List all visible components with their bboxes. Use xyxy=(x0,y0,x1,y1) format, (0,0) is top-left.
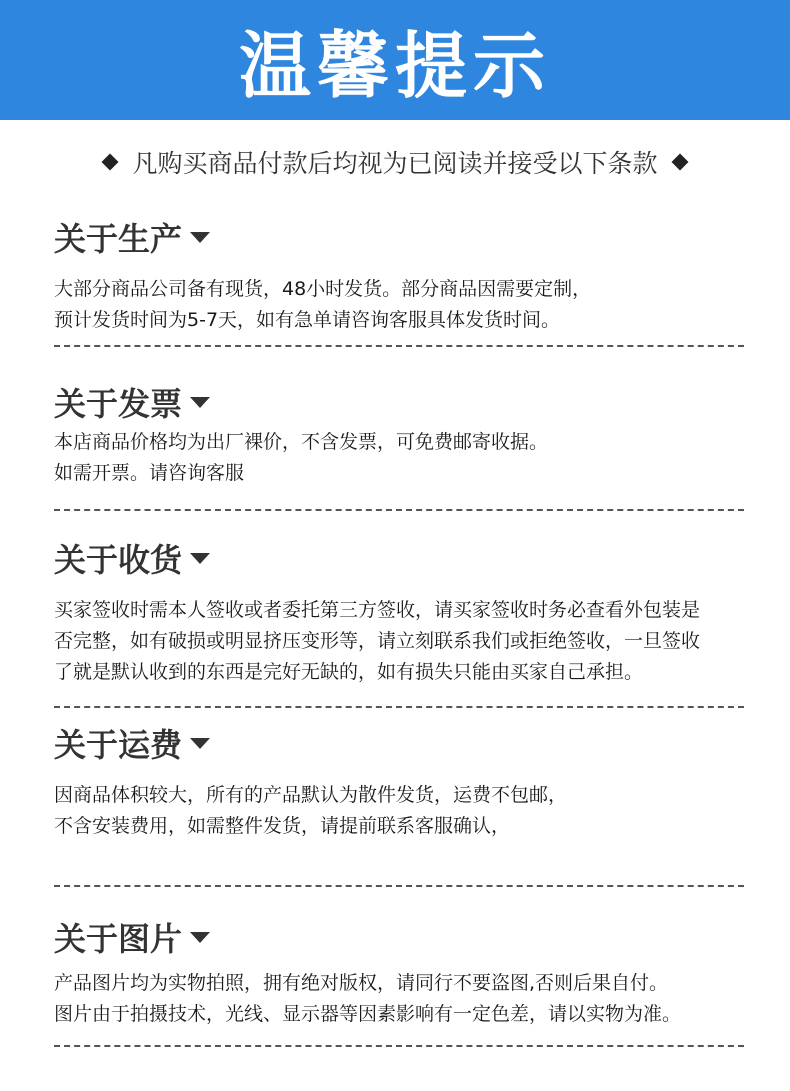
section-production xyxy=(54,212,754,336)
section-title xyxy=(54,912,754,962)
body-line: 不含安装费用，如需整件发货，请提前联系客服确认， xyxy=(54,815,511,837)
notice-text: 凡购买商品付款后均视为已阅读并接受以下条款 xyxy=(132,149,658,178)
header-banner xyxy=(0,0,790,120)
body-line: 大部分商品公司备有现货，48小时发货。部分商品因需要定制， xyxy=(54,278,592,300)
caret-down-icon xyxy=(190,232,210,243)
section-title xyxy=(54,212,754,262)
page-title: 温馨提示 xyxy=(238,24,551,108)
dashed-divider xyxy=(54,509,744,511)
body-line: 本店商品价格均为出厂裸价，不含发票，可免费邮寄收据。 xyxy=(54,431,549,453)
body-line: 产品图片均为实物拍照，拥有绝对版权，请同行不要盗图,否则后果自付。 xyxy=(54,972,669,994)
section-body xyxy=(54,595,754,688)
dashed-divider xyxy=(54,345,744,347)
body-line: 预计发货时间为5-7天，如有急单请咨询客服具体发货时间。 xyxy=(54,309,561,331)
section-title-text: 关于运费 xyxy=(54,726,183,764)
section-title xyxy=(54,377,754,427)
section-body xyxy=(54,780,754,842)
section-receiving xyxy=(54,533,754,688)
diamond-icon xyxy=(102,154,119,171)
body-line: 了就是默认收到的东西是完好无缺的，如有损失只能由买家自己承担。 xyxy=(54,661,644,683)
terms-notice xyxy=(0,140,790,184)
section-title-text: 关于发票 xyxy=(54,385,183,423)
body-line: 否完整，如有破损或明显挤压变形等，请立刻联系我们或拒绝签收，一旦签收 xyxy=(54,630,701,652)
section-shipping xyxy=(54,718,754,842)
dashed-divider xyxy=(54,885,744,887)
section-body xyxy=(54,427,754,489)
dashed-divider xyxy=(54,706,744,708)
caret-down-icon xyxy=(190,553,210,564)
section-title xyxy=(54,718,754,768)
section-images xyxy=(54,912,754,1030)
body-line: 买家签收时需本人签收或者委托第三方签收，请买家签收时务必查看外包装是 xyxy=(54,599,701,621)
section-title-text: 关于图片 xyxy=(54,920,183,958)
diamond-icon xyxy=(671,154,688,171)
section-title xyxy=(54,533,754,583)
section-invoice xyxy=(54,377,754,489)
section-title-text: 关于生产 xyxy=(54,220,183,258)
caret-down-icon xyxy=(190,932,210,943)
body-line: 如需开票。请咨询客服 xyxy=(54,462,245,484)
body-line: 因商品体积较大，所有的产品默认为散件发货，运费不包邮， xyxy=(54,784,568,806)
section-body xyxy=(54,968,754,1030)
caret-down-icon xyxy=(190,738,210,749)
section-title-text: 关于收货 xyxy=(54,541,183,579)
body-line: 图片由于拍摄技术，光线、显示器等因素影响有一定色差，请以实物为准。 xyxy=(54,1003,682,1025)
caret-down-icon xyxy=(190,397,210,408)
section-body xyxy=(54,274,754,336)
dashed-divider xyxy=(54,1045,744,1047)
